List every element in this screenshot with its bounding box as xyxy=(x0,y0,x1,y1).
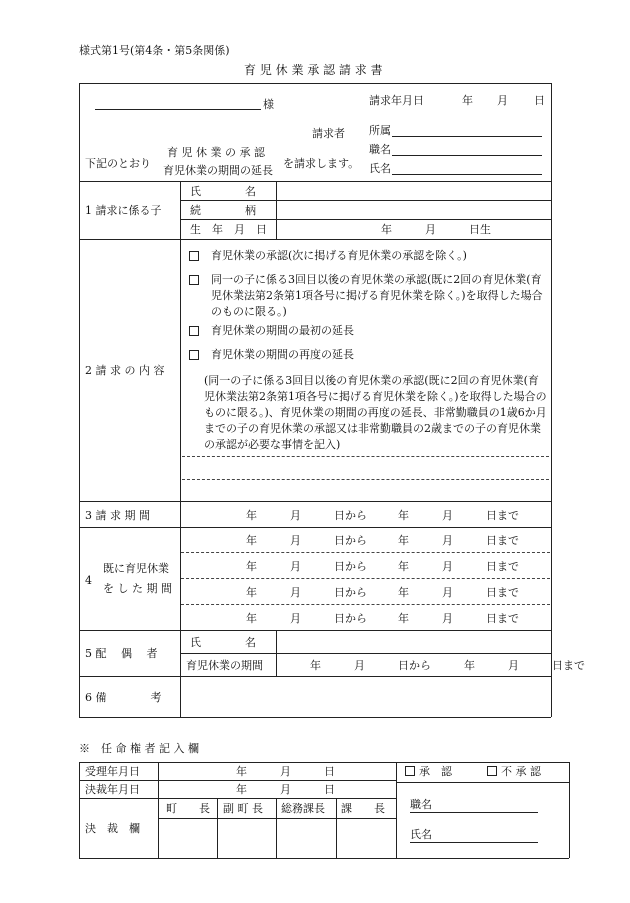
main-table-bottom-border xyxy=(79,717,551,718)
stamp-box-mayor[interactable] xyxy=(159,819,216,857)
request-date-day: 日 xyxy=(534,94,545,107)
section2-col-divider xyxy=(180,239,181,501)
name-field[interactable] xyxy=(392,174,542,175)
position-label: 職名 xyxy=(369,143,391,156)
appointer-position-label: 職名 xyxy=(410,798,432,811)
main-table-top-border xyxy=(79,83,551,84)
stamp-box-deputy-mayor[interactable] xyxy=(218,819,275,857)
section2-label: 2 請 求 の 内 容 xyxy=(85,364,165,377)
section4-row-divider xyxy=(181,604,550,605)
prior-period-1-to: 年 月 日まで xyxy=(398,534,519,547)
spouse-leave-value: 年 月 日から 年 月 日まで xyxy=(310,659,585,672)
section4-label-line2: を し た 期 間 xyxy=(103,582,172,595)
spouse-name-field[interactable] xyxy=(277,631,550,652)
received-date-label: 受理年月日 xyxy=(85,765,140,778)
section1-label: 1 請求に係る子 xyxy=(85,204,162,217)
item4-checkbox[interactable] xyxy=(189,350,199,360)
child-dob-value: 年 月 日生 xyxy=(381,223,491,236)
section4-row-divider xyxy=(181,578,550,579)
item2-text: 同一の子に係る3回目以後の育児休業の承認(既に2回の育児休業(育児休業法第2条第1項各号に掲げる育児休業を除く。)を取得した場合のものに限る。) xyxy=(211,273,543,318)
row-divider xyxy=(79,501,551,502)
request-period-to: 年 月 日まで xyxy=(398,509,519,522)
prior-period-1-from: 年 月 日から xyxy=(246,534,367,547)
section1-row-divider-2 xyxy=(180,219,551,220)
prior-period-4-from: 年 月 日から xyxy=(246,612,367,625)
addressee-field[interactable] xyxy=(95,109,261,110)
stamp-box-section-chief[interactable] xyxy=(337,819,395,857)
row-divider xyxy=(79,239,551,240)
main-table-right-border xyxy=(551,83,552,717)
section3-label: 3 請 求 期 間 xyxy=(85,509,150,522)
form-reference: 様式第1号(第4条・第5条関係) xyxy=(79,44,230,57)
child-relation-label: 続 柄 xyxy=(190,204,256,217)
item1-checkbox[interactable] xyxy=(189,251,199,261)
item1-text: 育児休業の承認(次に掲げる育児休業の承認を除く。) xyxy=(211,249,467,262)
request-text: を請求します。 xyxy=(283,157,360,170)
appointer-name-label: 氏名 xyxy=(410,828,432,841)
request-date-label: 請求年月日 xyxy=(369,94,424,107)
received-date-value: 年 月 日 xyxy=(236,765,335,778)
appointer-col-divider xyxy=(396,762,397,858)
option-extension: 育児休業の期間の延長 xyxy=(163,164,273,177)
child-dob-label: 生 年 月 日 xyxy=(190,223,267,236)
affiliation-label: 所属 xyxy=(369,124,391,137)
decided-date-label: 決裁年月日 xyxy=(85,783,140,796)
appointer-name-field[interactable] xyxy=(410,842,538,843)
requester-label: 請求者 xyxy=(312,127,345,140)
circumstance-field[interactable] xyxy=(182,457,549,500)
section3-col-divider xyxy=(180,501,181,527)
appointer-table-top-border xyxy=(79,762,569,763)
appointer-right-border xyxy=(569,762,570,858)
option-approval: 育 児 休 業 の 承 認 xyxy=(167,146,265,159)
child-relation-field[interactable] xyxy=(277,201,550,218)
remarks-field[interactable] xyxy=(181,677,550,716)
main-table-left-border xyxy=(79,83,80,717)
position-field[interactable] xyxy=(392,155,542,156)
appointer-position-field[interactable] xyxy=(410,812,538,813)
section4-number: 4 xyxy=(85,574,92,587)
item4-text: 育児休業の期間の再度の延長 xyxy=(211,348,354,361)
disapprove-checkbox[interactable] xyxy=(487,766,497,776)
spouse-name-label: 氏 名 xyxy=(190,636,256,649)
role-deputy-mayor: 副 町 長 xyxy=(223,802,263,815)
approval-divider xyxy=(396,782,569,783)
section4-label-line1: 既に育児休業 xyxy=(103,562,169,575)
prior-period-4-to: 年 月 日まで xyxy=(398,612,519,625)
role-mayor: 町 長 xyxy=(166,802,210,815)
appointer-left-border xyxy=(79,762,80,858)
approve-checkbox[interactable] xyxy=(405,766,415,776)
spouse-leave-label: 育児休業の期間 xyxy=(186,659,263,672)
circumstance-note: (同一の子に係る3回目以後の育児休業の承認(既に2回の育児休業(育児休業法第2条第1項各号に掲げる育児休業を除く。)を取得した場合のものに限る。)、育児休業の期間の再度の延長、非常勤職員の1歳6か月までの子の育児休業の承認又は非常勤職員の2歳までの子の育児休業の承認が必要な事情を記入) xyxy=(204,374,547,451)
item3-text: 育児休業の期間の最初の延長 xyxy=(211,324,354,337)
role-general-affairs-chief: 総務課長 xyxy=(281,802,325,815)
request-date-month: 月 xyxy=(497,94,508,107)
form-title: 育 児 休 業 承 認 請 求 書 xyxy=(244,63,383,77)
item2-checkbox[interactable] xyxy=(189,275,199,285)
role-section-chief: 課 長 xyxy=(341,802,385,815)
name-label: 氏名 xyxy=(369,162,391,175)
appointer-heading: ※ 任 命 権 者 記 入 欄 xyxy=(79,742,199,755)
section4-row-divider xyxy=(181,552,550,553)
child-name-field[interactable] xyxy=(277,182,550,199)
section5-label: 5 配 偶 者 xyxy=(85,647,158,660)
section5-row-divider xyxy=(180,653,551,654)
stamp-box-general-affairs-chief[interactable] xyxy=(277,819,335,857)
section1-col-divider xyxy=(180,181,181,239)
request-period-from: 年 月 日から xyxy=(246,509,367,522)
affiliation-field[interactable] xyxy=(392,136,542,137)
prior-period-3-to: 年 月 日まで xyxy=(398,586,519,599)
intro-text: 下記のとおり xyxy=(85,157,151,170)
item3-checkbox[interactable] xyxy=(189,326,199,336)
appointer-table-bottom-border xyxy=(79,858,569,859)
section6-label: 6 備 考 xyxy=(85,691,162,704)
row-divider xyxy=(79,527,551,528)
addressee-suffix: 様 xyxy=(263,98,274,111)
prior-period-2-to: 年 月 日まで xyxy=(398,560,519,573)
prior-period-3-from: 年 月 日から xyxy=(246,586,367,599)
appointer-row-divider xyxy=(79,780,396,781)
approve-label: 承 認 xyxy=(419,765,452,778)
request-date-year: 年 xyxy=(462,94,473,107)
disapprove-label: 不 承 認 xyxy=(501,765,541,778)
approval-block-label: 決 裁 欄 xyxy=(85,822,140,835)
prior-period-2-from: 年 月 日から xyxy=(246,560,367,573)
child-name-label: 氏 名 xyxy=(190,185,256,198)
appointer-row-divider xyxy=(79,798,396,799)
decided-date-value: 年 月 日 xyxy=(236,783,335,796)
